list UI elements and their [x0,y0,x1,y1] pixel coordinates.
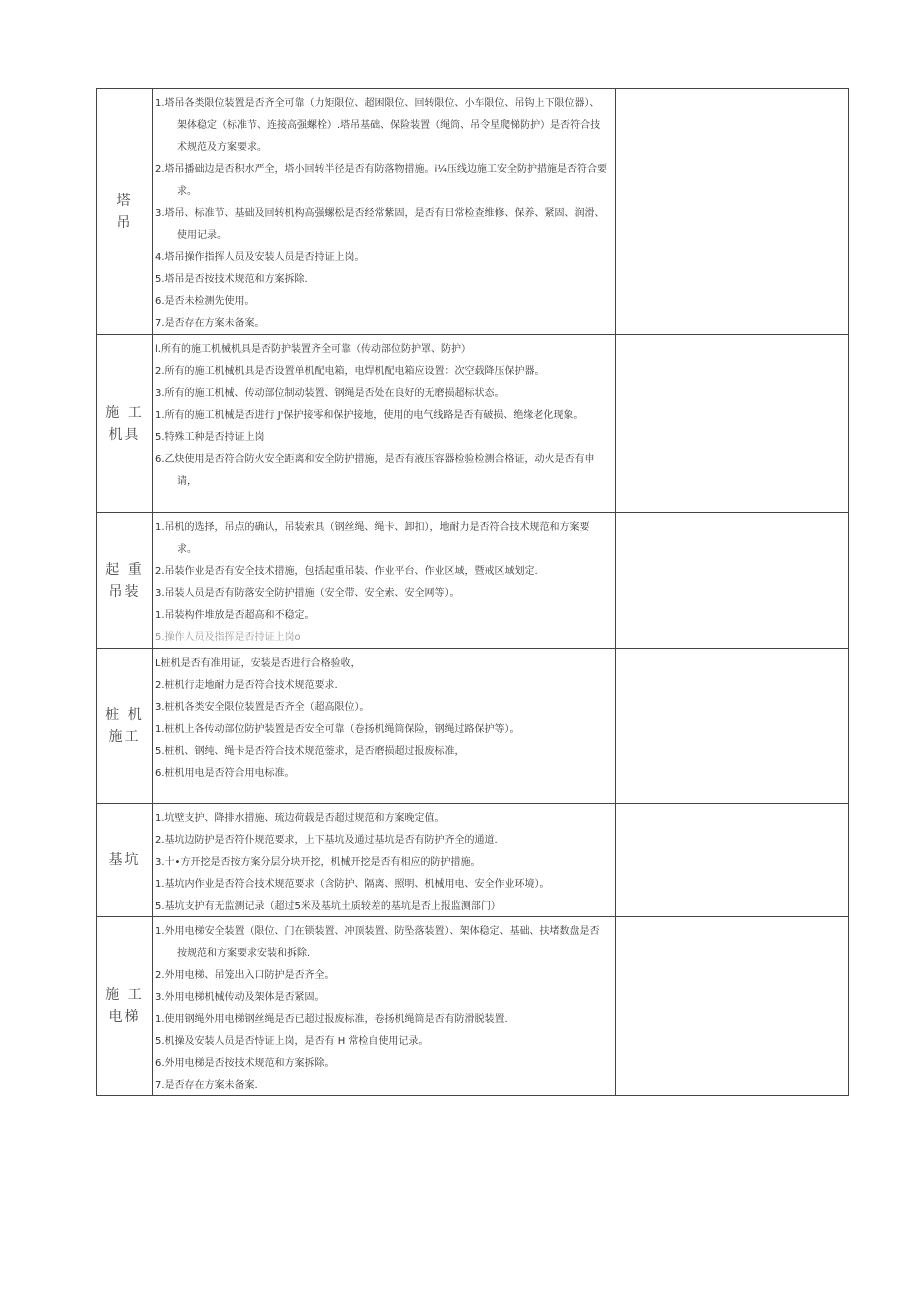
category-label [97,559,152,603]
remark-cell[interactable] [616,804,849,917]
category-label-line: 塔 [116,192,133,209]
check-item: 5.桩机、钢纯、绳卡是否符合技术规范蓥求，是否磨损超过报废标准， [155,746,465,757]
category-label-line: 吊 [116,214,133,231]
category-cell [97,89,153,335]
checklist-row [97,804,849,917]
category-cell [97,917,153,1096]
check-item: 3.吊装人员是否有防落安全防护措施（安全带、安全索、安全网等）。 [155,588,460,599]
checklist-row [97,917,849,1096]
check-item: 1.使用钢绳外用电梯钢丝绳是否已超过报废标准，卷扬机绳筒是否有防滑脱装置. [155,1014,508,1025]
check-item: 1.基坑内作业是否符合技术规范要求（含防护、隔离、照明、机械用电、安全作业环境）。 [155,879,550,890]
remark-cell[interactable] [616,649,849,804]
check-item: 3.桩机各类安全限位装置是否齐全（超高限位）。 [155,702,370,713]
check-item: 5.基坑支护有无监测记录（超过5米及基坑土质较差的基坑是否上报监测部门） [155,901,501,912]
check-items-list [153,89,615,334]
category-label-line: 施 工 [105,987,144,1003]
check-item: 3.所有的施工机械、传动部位制动装置、钢绳是否处在良好的无磨损超标状态。 [155,388,505,399]
category-label-line: 电梯 [108,1009,141,1025]
category-label [97,190,152,234]
check-item: 2.桩机行走地耐力是否符合技术规范要求. [155,680,338,691]
check-items-list [153,335,615,512]
check-item: 2.所有的施工机械机具是否设置单机配电箱，电焊机配电箱应设置：次空载降压保护器。 [155,366,545,377]
category-label [97,704,152,748]
check-items-list [153,513,615,648]
category-cell [97,649,153,804]
category-label-line: 机具 [108,426,141,443]
check-items-cell [153,335,616,513]
category-label [97,402,152,446]
check-item: 5.塔吊是否按技术规范和方案拆除. [155,274,308,285]
category-label [97,849,152,871]
check-item: 6.乙炔使用是否符合防火安全距离和安全防护措施，是否有液压容器检验检测合格证，动火是否有申请， [155,454,595,487]
check-items-list [153,649,615,803]
category-label-line: 桩 机 [105,707,144,723]
check-items-list [153,917,615,1095]
remark-cell[interactable] [616,335,849,513]
check-item: 1.塔吊各类限位装置是否齐全可靠（力矩限位、超困限位、回转限位、小车限位、吊钩上下限位器）、架体稳定（标准节、连接高强螺栓）.塔吊基础、保险装置（绳筒、吊令星爬悌防护）是否符合技术规范及方案要求。 [155,98,601,153]
check-items-cell [153,649,616,804]
category-label-line: 起 重 [105,561,144,578]
check-item: L桩机是否有准用证，安装是否进行合格验收， [155,658,361,669]
check-item: 3.外用电梯机械传动及架体是否紧固。 [155,992,325,1003]
check-item: 2.外用电梯、吊笼出入口防护是否齐全。 [155,970,335,981]
remark-cell[interactable] [616,513,849,649]
check-item: 6.是否未检测先使用。 [155,296,255,307]
checklist-row [97,89,849,335]
check-items-cell [153,513,616,649]
check-item: 1.吊机的选择，吊点的确认，吊装索具（钢丝绳、绳卡、卸扣），地耐力是否符合技术规范和方案要求。 [155,522,590,555]
category-label-line: 施 工 [105,404,144,421]
check-item: 5.特殊工种是否持证上岗 [155,432,265,443]
category-label-line: 吊装 [108,583,141,600]
check-item: 1.外用电梯安全装置（限位、门在锁装置、冲顶装置、防坠落装置）、架体稳定、基础、扶堵数盘是否按规范和方案要求安装和拆除. [155,926,600,959]
check-item: 1.坑壁支护、降排水措施、琉边荷载是否超过规范和方案晚定值。 [155,813,445,824]
check-item: 6.外用电梯是否按技术规范和方案拆除。 [155,1058,335,1069]
remark-cell[interactable] [616,917,849,1096]
category-cell [97,513,153,649]
checklist-row [97,513,849,649]
check-items-cell [153,804,616,917]
check-item: 5.机操及安装人员是否恃证上岗，是否有 H 常检自使用记录。 [155,1036,429,1047]
check-item: l.所有的施工机械机具是否防护装置齐全可靠（传动部位防护罩、防护） [155,344,471,355]
check-item: 3.塔吊、标准节、基础及回转机构高强螺松是否经常紫固，是否有日常检查维修、保养、紧固、润滑、使用记录。 [155,208,605,241]
check-items-cell [153,89,616,335]
check-item: 1.吊装构件堆放是否超高和不稳定。 [155,610,315,621]
check-item: 2.吊装作业是否有安全技术措施，包括起重吊装、作业平台、作业区域，暨戒区域划定. [155,566,538,577]
category-label-line: 基坑 [108,852,141,868]
category-cell [97,804,153,917]
check-items-list [153,804,615,916]
check-item: 7.是否存在方案未备案. [155,1080,258,1091]
inspection-checklist-table [96,88,849,1096]
check-item: 1.所有的施工机械是否进行 J'保护接零和保护接地，使用的电气线路是否有破损、绝缘老化现象。 [155,410,584,421]
check-item: 7.是否存在方案未备案。 [155,318,265,329]
remark-cell[interactable] [616,89,849,335]
check-items-cell [153,917,616,1096]
checklist-row [97,335,849,513]
category-label [97,984,152,1028]
check-item: 6.桩机用电是否符合用电标准。 [155,768,295,779]
check-item: 2.基坑边防护是否符仆规范要求，上下基坑及通过基坑是否有防护齐全的通道. [155,835,498,846]
category-cell [97,335,153,513]
check-item: 4.塔吊操作指挥人员及安装人员是否持证上岗。 [155,252,365,263]
checklist-row [97,649,849,804]
check-item: 3.十•方开挖是否按方案分层分块开挖，机械开挖是否有相应的防护措施。 [155,857,481,868]
check-item: 5.操作人员及指挥是否持证上岗ο [155,632,301,643]
check-item: 2.塔吊播础边是否积水严全，塔小回转半径是否有防落物措施。i¼压线边施工安全防护措施是否符合要求。 [155,164,608,197]
category-label-line: 施工 [108,729,141,745]
check-item: 1.桩机上各传动部位防护装置是否安全可靠（卷扬机绳筒保险，钢绳过路保护等）。 [155,724,520,735]
